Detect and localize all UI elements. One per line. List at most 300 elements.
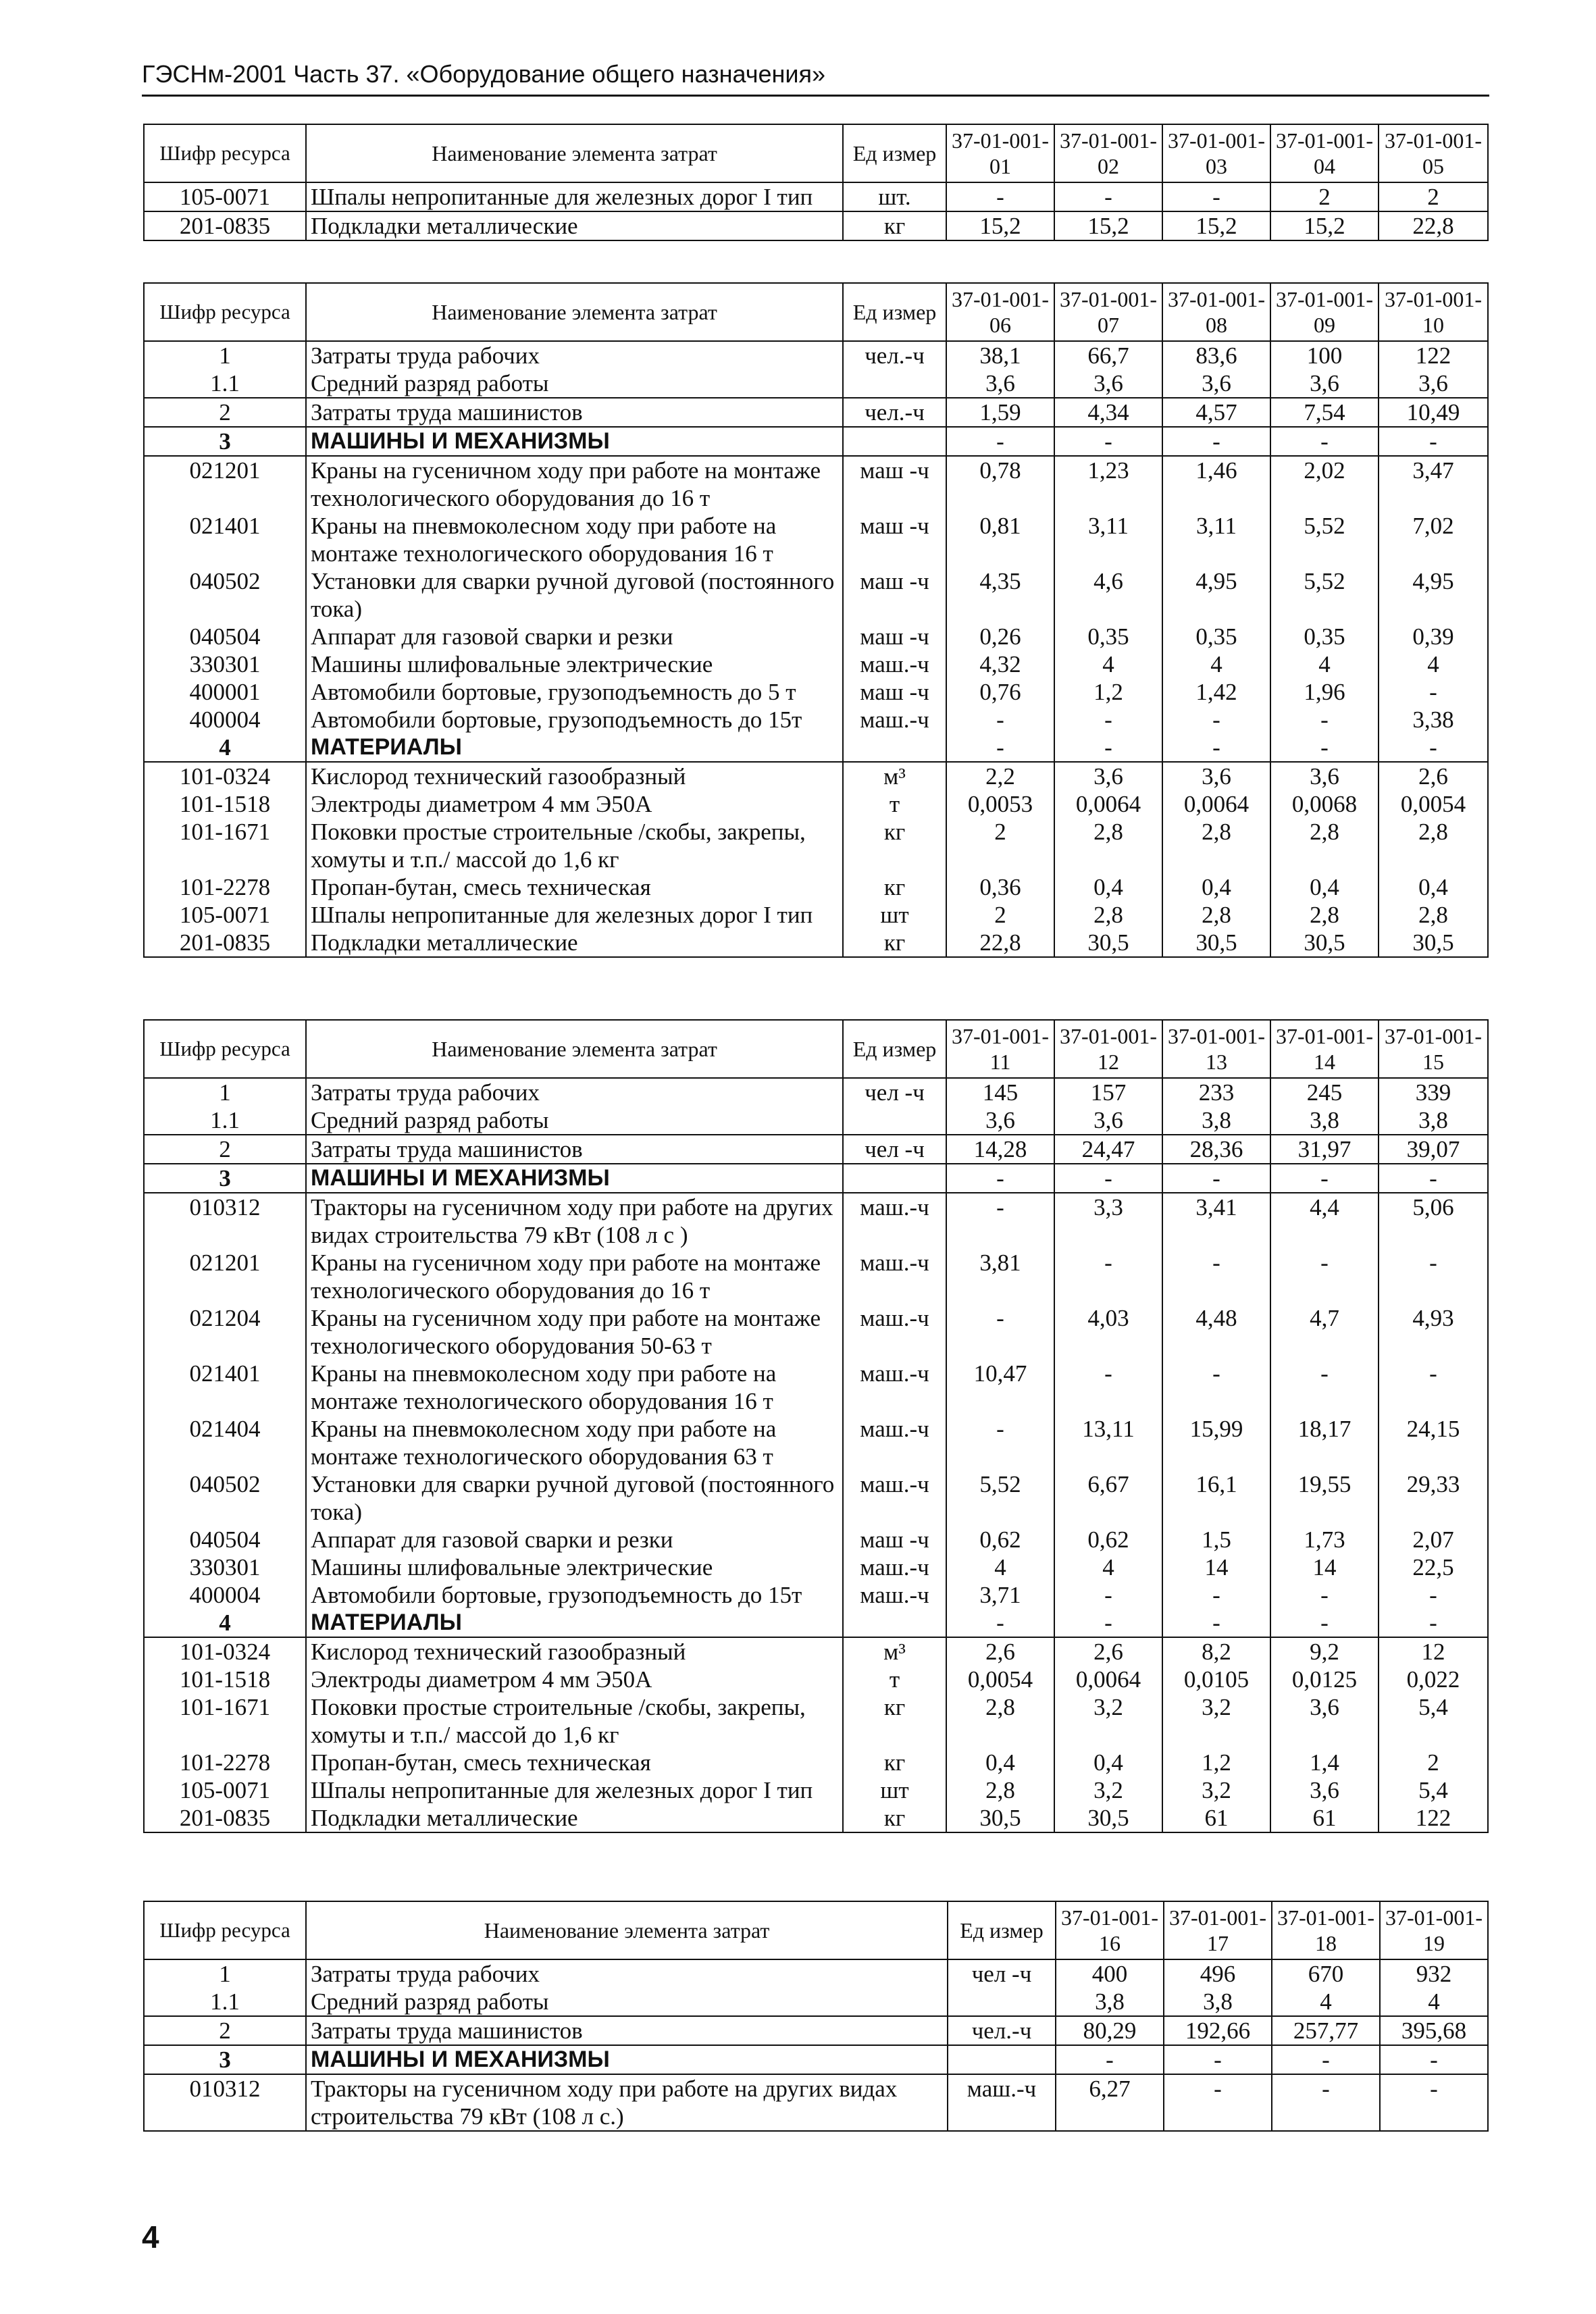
cost-element-name: Автомобили бортовые, грузоподъемность до 5 т [306, 678, 843, 706]
norm-value: 5,52 [1270, 512, 1379, 567]
cost-element-name: Затраты труда машинистов [306, 398, 843, 427]
unit-of-measure: маш.-ч [843, 706, 946, 734]
norm-value: 4 [1270, 650, 1379, 678]
unit-of-measure [843, 1609, 946, 1637]
resource-code: 3 [144, 2045, 306, 2074]
resource-code: 010312 [144, 1193, 306, 1249]
header-norm-code: 37-01-001-10 [1379, 283, 1488, 341]
table-row [144, 1360, 1488, 1415]
cost-element-name: Аппарат для газовой сварки и резки [306, 1526, 843, 1553]
table-row [144, 1609, 1488, 1637]
cost-element-name: Затраты труда рабочих [306, 1959, 948, 1988]
norm-value: 3,38 [1379, 706, 1488, 734]
norm-value: 39,07 [1379, 1135, 1488, 1164]
norm-value: - [1054, 182, 1162, 211]
norm-value: 2 [946, 818, 1054, 873]
norm-value: - [946, 734, 1054, 762]
norm-value: 4,35 [946, 567, 1054, 623]
norm-value: 31,97 [1270, 1135, 1379, 1164]
norm-value: - [1379, 1360, 1488, 1415]
header-norm-code: 37-01-001-13 [1162, 1020, 1270, 1078]
norm-value: 18,17 [1270, 1415, 1379, 1470]
table-row [144, 650, 1488, 678]
norm-value: 15,99 [1162, 1415, 1270, 1470]
resource-code: 101-1518 [144, 1666, 306, 1693]
unit-of-measure: маш -ч [843, 1526, 946, 1553]
norm-value: 1,2 [1162, 1749, 1270, 1776]
resource-code: 105-0071 [144, 182, 306, 211]
resource-code: 1.1 [144, 1106, 306, 1135]
unit-of-measure: чел -ч [843, 1135, 946, 1164]
norm-value: 5,52 [946, 1470, 1054, 1526]
table-row [144, 1470, 1488, 1526]
resource-code: 105-0071 [144, 901, 306, 929]
norm-value: 3,2 [1162, 1776, 1270, 1804]
norm-value: 4 [1054, 650, 1162, 678]
norm-value: 3,2 [1054, 1693, 1162, 1749]
header-norm-code: 37-01-001-14 [1270, 1020, 1379, 1078]
cost-element-name: Средний разряд работы [306, 1988, 948, 2016]
unit-of-measure: маш -ч [843, 567, 946, 623]
norm-value: - [946, 706, 1054, 734]
norm-value: 2,07 [1379, 1526, 1488, 1553]
table-row [144, 1988, 1488, 2016]
norm-value: 0,4 [1054, 1749, 1162, 1776]
table-row [144, 182, 1488, 211]
norm-value: 2,6 [1054, 1637, 1162, 1666]
cost-element-name: Электроды диаметром 4 мм Э50А [306, 1666, 843, 1693]
cost-element-name: Поковки простые строительные /скобы, закрепы, хомуты и т.п./ массой до 1,6 кг [306, 1693, 843, 1749]
cost-element-name: Краны на пневмоколесном ходу при работе на монтаже технологического оборудования 63 т [306, 1415, 843, 1470]
norm-value: 0,35 [1162, 623, 1270, 650]
header-code: Шифр ресурса [144, 283, 306, 341]
unit-of-measure [948, 1988, 1056, 2016]
resource-table-1 [143, 124, 1489, 241]
norm-value: 13,11 [1054, 1415, 1162, 1470]
norm-value: 3,6 [1054, 369, 1162, 398]
norm-value: 4,34 [1054, 398, 1162, 427]
resource-code: 010312 [144, 2074, 306, 2131]
norm-value: - [1379, 427, 1488, 456]
table-row [144, 1776, 1488, 1804]
table-header-row [144, 124, 1488, 182]
norm-value: 5,4 [1379, 1776, 1488, 1804]
cost-element-name: Краны на гусеничном ходу при работе на монтаже технологического оборудования до 16 т [306, 1249, 843, 1304]
norm-value: 9,2 [1270, 1637, 1379, 1666]
resource-code: 1 [144, 1078, 306, 1106]
norm-value: 3,11 [1162, 512, 1270, 567]
table-row [144, 1666, 1488, 1693]
norm-value: - [1054, 1164, 1162, 1193]
unit-of-measure: кг [843, 1749, 946, 1776]
table-row [144, 512, 1488, 567]
cost-element-name: Шпалы непропитанные для железных дорог I тип [306, 1776, 843, 1804]
norm-value: 0,0105 [1162, 1666, 1270, 1693]
header-norm-code: 37-01-001-15 [1379, 1020, 1488, 1078]
norm-value: - [1380, 2074, 1488, 2131]
norm-value: 66,7 [1054, 341, 1162, 369]
unit-of-measure: кг [843, 1693, 946, 1749]
norm-value: 12 [1379, 1637, 1488, 1666]
norm-value: 192,66 [1164, 2016, 1272, 2045]
norm-value: 4,95 [1379, 567, 1488, 623]
table-row [144, 1553, 1488, 1581]
norm-value: 24,15 [1379, 1415, 1488, 1470]
cost-element-name: Подкладки металлические [306, 929, 843, 957]
norm-value: 3,6 [1270, 369, 1379, 398]
norm-value: 15,2 [946, 211, 1054, 240]
table-row [144, 1164, 1488, 1193]
norm-value: 932 [1380, 1959, 1488, 1988]
norm-value: 4,57 [1162, 398, 1270, 427]
resource-code: 105-0071 [144, 1776, 306, 1804]
norm-value: 1,5 [1162, 1526, 1270, 1553]
norm-value: - [1270, 427, 1379, 456]
norm-value: 0,35 [1270, 623, 1379, 650]
norm-value: 4,95 [1162, 567, 1270, 623]
norm-value: 0,78 [946, 456, 1054, 512]
cost-element-name: Шпалы непропитанные для железных дорог I тип [306, 901, 843, 929]
norm-value: 3,6 [1054, 762, 1162, 790]
table-row [144, 1078, 1488, 1106]
norm-value: 3,41 [1162, 1193, 1270, 1249]
resource-code: 101-2278 [144, 873, 306, 901]
norm-value: 5,06 [1379, 1193, 1488, 1249]
unit-of-measure: кг [843, 818, 946, 873]
norm-value: 4,4 [1270, 1193, 1379, 1249]
table-row [144, 873, 1488, 901]
resource-code: 021204 [144, 1304, 306, 1360]
table-row [144, 369, 1488, 398]
resource-code: 330301 [144, 650, 306, 678]
table-row [144, 678, 1488, 706]
norm-value: 4 [946, 1553, 1054, 1581]
cost-element-name: Средний разряд работы [306, 369, 843, 398]
table-row [144, 2016, 1488, 2045]
unit-of-measure: шт [843, 1776, 946, 1804]
norm-value: 15,2 [1054, 211, 1162, 240]
table-row [144, 398, 1488, 427]
resource-code: 101-1671 [144, 1693, 306, 1749]
norm-value: 3,2 [1162, 1693, 1270, 1749]
norm-value: - [1270, 1249, 1379, 1304]
cost-element-name: МАШИНЫ И МЕХАНИЗМЫ [306, 1164, 843, 1193]
resource-table-4 [143, 1901, 1489, 2132]
table-row [144, 1804, 1488, 1832]
norm-value: 3,81 [946, 1249, 1054, 1304]
norm-value: - [946, 1164, 1054, 1193]
unit-of-measure: кг [843, 1804, 946, 1832]
norm-value: 2 [946, 901, 1054, 929]
norm-value: - [1270, 1164, 1379, 1193]
resource-code: 1 [144, 341, 306, 369]
norm-value: - [1054, 1249, 1162, 1304]
norm-value: - [1379, 678, 1488, 706]
resource-code: 2 [144, 398, 306, 427]
unit-of-measure: маш -ч [843, 512, 946, 567]
unit-of-measure: маш.-ч [843, 1193, 946, 1249]
resource-code: 040502 [144, 567, 306, 623]
resource-code: 1.1 [144, 369, 306, 398]
norm-value: - [1162, 734, 1270, 762]
header-norm-code: 37-01-001-05 [1379, 124, 1488, 182]
norm-value: 2,8 [1054, 818, 1162, 873]
norm-value: 22,8 [946, 929, 1054, 957]
unit-of-measure: чел -ч [843, 1078, 946, 1106]
norm-value: 3,8 [1056, 1988, 1164, 2016]
norm-value: - [1270, 1609, 1379, 1637]
norm-value: 30,5 [1379, 929, 1488, 957]
norm-value: 29,33 [1379, 1470, 1488, 1526]
resource-code: 400004 [144, 706, 306, 734]
resource-code: 040504 [144, 1526, 306, 1553]
norm-value: 4,03 [1054, 1304, 1162, 1360]
norm-value: 22,8 [1379, 211, 1488, 240]
cost-element-name: Подкладки металлические [306, 1804, 843, 1832]
norm-value: 2,8 [1379, 901, 1488, 929]
norm-value: 2,8 [1270, 901, 1379, 929]
cost-element-name: Установки для сварки ручной дуговой (постоянного тока) [306, 1470, 843, 1526]
table-row [144, 706, 1488, 734]
norm-value: - [1162, 427, 1270, 456]
table-row [144, 567, 1488, 623]
unit-of-measure: маш.-ч [843, 1470, 946, 1526]
header-norm-code: 37-01-001-17 [1164, 1901, 1272, 1959]
norm-value: 61 [1270, 1804, 1379, 1832]
cost-element-name: Автомобили бортовые, грузоподъемность до 15т [306, 706, 843, 734]
norm-value: 2,8 [946, 1693, 1054, 1749]
table-row [144, 1135, 1488, 1164]
header-code: Шифр ресурса [144, 1901, 306, 1959]
norm-value: - [1054, 1581, 1162, 1609]
norm-value: 100 [1270, 341, 1379, 369]
norm-value: 4 [1379, 650, 1488, 678]
norm-value: - [1272, 2045, 1380, 2074]
norm-value: 2,8 [1270, 818, 1379, 873]
resource-code: 201-0835 [144, 211, 306, 240]
norm-value: 7,02 [1379, 512, 1488, 567]
norm-value: 0,4 [946, 1749, 1054, 1776]
resource-code: 101-1518 [144, 790, 306, 818]
norm-value: 395,68 [1380, 2016, 1488, 2045]
cost-element-name: Тракторы на гусеничном ходу при работе на других видах строительства 79 кВт (108 л с.) [306, 2074, 948, 2131]
cost-element-name: Краны на пневмоколесном ходу при работе на монтаже технологического оборудования 16 т [306, 1360, 843, 1415]
header-unit: Ед измер [948, 1901, 1056, 1959]
norm-value: 3,8 [1379, 1106, 1488, 1135]
norm-value: 496 [1164, 1959, 1272, 1988]
norm-value: - [1164, 2045, 1272, 2074]
cost-element-name: Машины шлифовальные электрические [306, 1553, 843, 1581]
norm-value: - [946, 1193, 1054, 1249]
norm-value: 38,1 [946, 341, 1054, 369]
norm-value: 0,0068 [1270, 790, 1379, 818]
resource-code: 021201 [144, 1249, 306, 1304]
norm-value: 24,47 [1054, 1135, 1162, 1164]
header-norm-code: 37-01-001-02 [1054, 124, 1162, 182]
table-row [144, 1637, 1488, 1666]
norm-value: 3,3 [1054, 1193, 1162, 1249]
table-row [144, 1106, 1488, 1135]
norm-value: - [1054, 1609, 1162, 1637]
resource-code: 1 [144, 1959, 306, 1988]
header-norm-code: 37-01-001-12 [1054, 1020, 1162, 1078]
cost-element-name: МАШИНЫ И МЕХАНИЗМЫ [306, 2045, 948, 2074]
unit-of-measure: м³ [843, 1637, 946, 1666]
resource-code: 101-1671 [144, 818, 306, 873]
resource-code: 021401 [144, 1360, 306, 1415]
norm-value: - [1162, 706, 1270, 734]
norm-value: 0,0053 [946, 790, 1054, 818]
resource-code: 400004 [144, 1581, 306, 1609]
resource-table-2 [143, 282, 1489, 958]
table-row [144, 623, 1488, 650]
unit-of-measure [948, 2045, 1056, 2074]
norm-value: 30,5 [1054, 1804, 1162, 1832]
norm-value: 0,35 [1054, 623, 1162, 650]
norm-value: - [1379, 1164, 1488, 1193]
cost-element-name: Тракторы на гусеничном ходу при работе на других видах строительства 79 кВт (108 л с ) [306, 1193, 843, 1249]
page-header [142, 59, 1489, 97]
resource-code: 201-0835 [144, 929, 306, 957]
norm-value: 2,6 [946, 1637, 1054, 1666]
header-norm-code: 37-01-001-03 [1162, 124, 1270, 182]
norm-value: 0,36 [946, 873, 1054, 901]
norm-value: 5,4 [1379, 1693, 1488, 1749]
cost-element-name: Аппарат для газовой сварки и резки [306, 623, 843, 650]
norm-value: 233 [1162, 1078, 1270, 1106]
unit-of-measure [843, 369, 946, 398]
header-norm-code: 37-01-001-07 [1054, 283, 1162, 341]
norm-value: 2,6 [1379, 762, 1488, 790]
norm-value: 0,0054 [946, 1666, 1054, 1693]
unit-of-measure: чел.-ч [948, 2016, 1056, 2045]
norm-value: - [1380, 2045, 1488, 2074]
resource-code: 330301 [144, 1553, 306, 1581]
header-unit: Ед измер [843, 1020, 946, 1078]
header-unit: Ед измер [843, 124, 946, 182]
unit-of-measure: чел.-ч [843, 398, 946, 427]
norm-value: 1,46 [1162, 456, 1270, 512]
cost-element-name: Установки для сварки ручной дуговой (постоянного тока) [306, 567, 843, 623]
header-norm-code: 37-01-001-19 [1380, 1901, 1488, 1959]
norm-value: 4,7 [1270, 1304, 1379, 1360]
norm-value: 15,2 [1270, 211, 1379, 240]
cost-element-name: Машины шлифовальные электрические [306, 650, 843, 678]
norm-value: - [1272, 2074, 1380, 2131]
resource-code: 400001 [144, 678, 306, 706]
resource-code: 4 [144, 734, 306, 762]
norm-value: 2,02 [1270, 456, 1379, 512]
norm-value: 0,4 [1379, 873, 1488, 901]
norm-value: 83,6 [1162, 341, 1270, 369]
cost-element-name: Затраты труда рабочих [306, 1078, 843, 1106]
header-code: Шифр ресурса [144, 124, 306, 182]
unit-of-measure: маш -ч [843, 678, 946, 706]
table-row [144, 762, 1488, 790]
norm-value: 3,11 [1054, 512, 1162, 567]
norm-value: 7,54 [1270, 398, 1379, 427]
norm-value: - [1379, 1249, 1488, 1304]
cost-element-name: Затраты труда рабочих [306, 341, 843, 369]
norm-value: 2 [1379, 1749, 1488, 1776]
table-header-row [144, 1901, 1488, 1959]
cost-element-name: Краны на пневмоколесном ходу при работе на монтаже технологического оборудования 16 т [306, 512, 843, 567]
cost-element-name: Автомобили бортовые, грузоподъемность до 15т [306, 1581, 843, 1609]
norm-value: - [1054, 734, 1162, 762]
cost-element-name: Краны на гусеничном ходу при работе на монтаже технологического оборудования до 16 т [306, 456, 843, 512]
norm-value: - [1270, 734, 1379, 762]
norm-value: 1,96 [1270, 678, 1379, 706]
norm-value: - [1270, 1581, 1379, 1609]
table-row [144, 734, 1488, 762]
norm-value: - [1270, 1360, 1379, 1415]
cost-element-name: Электроды диаметром 4 мм Э50А [306, 790, 843, 818]
norm-value: 0,62 [1054, 1526, 1162, 1553]
norm-value: - [946, 182, 1054, 211]
norm-value: 4 [1380, 1988, 1488, 2016]
norm-value: 1,42 [1162, 678, 1270, 706]
norm-value: 30,5 [1162, 929, 1270, 957]
norm-value: - [1270, 706, 1379, 734]
table-row [144, 818, 1488, 873]
norm-value: 0,0064 [1054, 1666, 1162, 1693]
norm-value: 19,55 [1270, 1470, 1379, 1526]
unit-of-measure: маш.-ч [843, 1249, 946, 1304]
unit-of-measure: м³ [843, 762, 946, 790]
table-row [144, 1693, 1488, 1749]
table-row [144, 427, 1488, 456]
norm-value: 4,93 [1379, 1304, 1488, 1360]
table-header-row [144, 283, 1488, 341]
norm-value: - [1162, 1360, 1270, 1415]
table-row [144, 341, 1488, 369]
norm-value: 5,52 [1270, 567, 1379, 623]
norm-value: 157 [1054, 1078, 1162, 1106]
norm-value: 28,36 [1162, 1135, 1270, 1164]
unit-of-measure [843, 427, 946, 456]
resource-code: 1.1 [144, 1988, 306, 2016]
norm-value: 4,6 [1054, 567, 1162, 623]
resource-code: 4 [144, 1609, 306, 1637]
cost-element-name: Затраты труда машинистов [306, 1135, 843, 1164]
cost-element-name: МАТЕРИАЛЫ [306, 1609, 843, 1637]
norm-value: 2 [1379, 182, 1488, 211]
norm-value: 0,0054 [1379, 790, 1488, 818]
unit-of-measure: шт [843, 901, 946, 929]
norm-value: 670 [1272, 1959, 1380, 1988]
norm-value: - [1054, 1360, 1162, 1415]
resource-code: 3 [144, 1164, 306, 1193]
norm-value: 1,23 [1054, 456, 1162, 512]
norm-value: 3,8 [1270, 1106, 1379, 1135]
table-row [144, 1959, 1488, 1988]
header-norm-code: 37-01-001-09 [1270, 283, 1379, 341]
unit-of-measure: т [843, 790, 946, 818]
unit-of-measure: маш.-ч [948, 2074, 1056, 2131]
cost-element-name: Пропан-бутан, смесь техническая [306, 1749, 843, 1776]
cost-element-name: Кислород технический газообразный [306, 762, 843, 790]
norm-value: - [1056, 2045, 1164, 2074]
unit-of-measure: кг [843, 929, 946, 957]
header-norm-code: 37-01-001-16 [1056, 1901, 1164, 1959]
norm-value: 6,67 [1054, 1470, 1162, 1526]
norm-value: 3,6 [1162, 369, 1270, 398]
table-row [144, 2045, 1488, 2074]
norm-value: 3,2 [1054, 1776, 1162, 1804]
norm-value: - [1379, 734, 1488, 762]
norm-value: - [1164, 2074, 1272, 2131]
norm-value: - [1054, 427, 1162, 456]
